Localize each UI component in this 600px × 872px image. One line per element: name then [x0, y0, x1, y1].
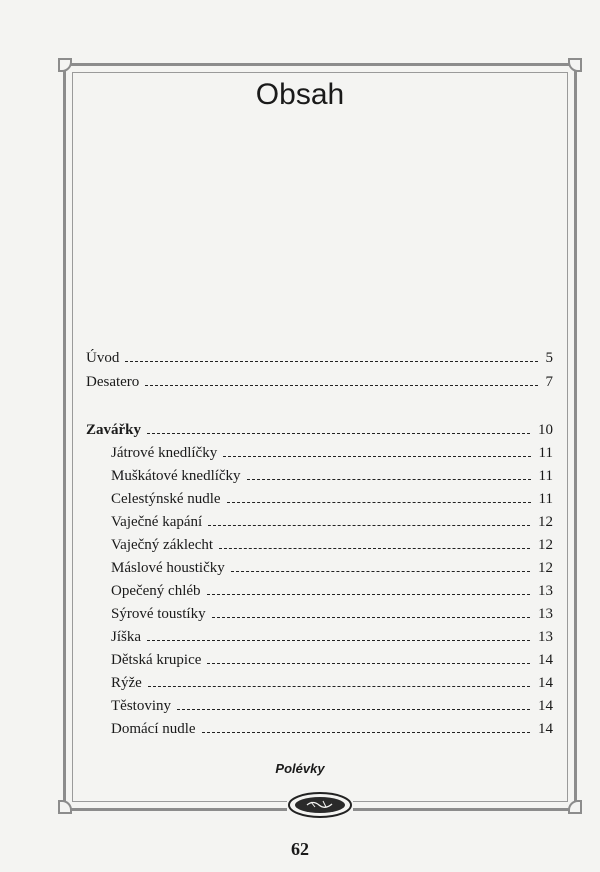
- toc-entry-page: 14: [538, 721, 553, 737]
- toc-entry-label: Úvod: [86, 350, 120, 366]
- toc-leader: [219, 548, 530, 549]
- toc-entry-page: 14: [538, 698, 553, 714]
- toc-leader: [145, 385, 538, 386]
- toc-entry: [0, 419, 600, 441]
- toc-leader: [212, 617, 530, 618]
- toc-entry-page: 12: [538, 514, 553, 530]
- toc-entry: [0, 465, 600, 487]
- toc-entry: [0, 603, 600, 625]
- toc-leader: [148, 686, 530, 687]
- toc-entry-label: Těstoviny: [111, 698, 171, 714]
- toc-entry-label: Zavářky: [86, 422, 142, 438]
- toc-entry-label: Rýže: [111, 675, 142, 691]
- toc-entry-label: Vaječný záklecht: [111, 537, 214, 553]
- toc-leader: [125, 361, 538, 362]
- toc-leader: [147, 640, 530, 641]
- toc-entry-label: Muškátové knedlíčky: [111, 468, 241, 484]
- border-corner: [568, 800, 582, 814]
- toc-entry: [0, 488, 600, 510]
- toc-entry-page: 5: [545, 350, 553, 366]
- toc-leader: [207, 663, 530, 664]
- toc-entry-page: 12: [538, 560, 553, 576]
- toc-entry-page: 14: [538, 652, 553, 668]
- page-number: 62: [291, 839, 309, 859]
- toc-leader: [223, 456, 531, 457]
- toc-entry: [0, 626, 600, 648]
- toc-entry: [0, 442, 600, 464]
- toc-entry: [0, 718, 600, 740]
- toc-leader: [247, 479, 531, 480]
- toc-leader: [202, 732, 530, 733]
- toc-entry-page: 13: [538, 629, 553, 645]
- toc-entry-page: 11: [538, 468, 553, 484]
- soup-bowl-icon: [287, 790, 353, 820]
- toc-entry: [0, 580, 600, 602]
- toc-entry: [0, 534, 600, 556]
- toc-entry: [0, 557, 600, 579]
- toc-leader: [227, 502, 531, 503]
- toc-entry-page: 11: [538, 445, 553, 461]
- toc-entry-label: Játrové knedlíčky: [111, 445, 218, 461]
- toc-entry-page: 10: [538, 422, 553, 438]
- toc-entry-label: Jíška: [111, 629, 141, 645]
- toc-leader: [207, 594, 530, 595]
- toc-entry: [0, 511, 600, 533]
- toc-entry-page: 7: [545, 374, 553, 390]
- toc-entry-page: 11: [538, 491, 553, 507]
- toc-entry-label: Desatero: [86, 374, 140, 390]
- toc-entry-label: Domácí nudle: [111, 721, 196, 737]
- toc-entry-label: Máslové houstičky: [111, 560, 225, 576]
- toc-leader: [208, 525, 530, 526]
- toc-entry-page: 13: [538, 583, 553, 599]
- toc-entry-label: Opečený chléb: [111, 583, 201, 599]
- toc-leader: [231, 571, 530, 572]
- page-title: Obsah: [255, 78, 345, 111]
- toc-entry-label: Sýrové toustíky: [111, 606, 206, 622]
- toc-entry: [0, 649, 600, 671]
- toc-entry: [0, 347, 600, 369]
- toc-entry-label: Dětská krupice: [111, 652, 202, 668]
- toc-entry-page: 13: [538, 606, 553, 622]
- toc-entry: [0, 672, 600, 694]
- toc-entry-page: 14: [538, 675, 553, 691]
- toc-entry-label: Vaječné kapání: [111, 514, 203, 530]
- section-label: Polévky: [275, 761, 325, 776]
- toc-entry-page: 12: [538, 537, 553, 553]
- toc-entry: [0, 371, 600, 393]
- toc-entry-label: Celestýnské nudle: [111, 491, 221, 507]
- toc-entry: [0, 695, 600, 717]
- toc-leader: [147, 433, 530, 434]
- toc-leader: [177, 709, 530, 710]
